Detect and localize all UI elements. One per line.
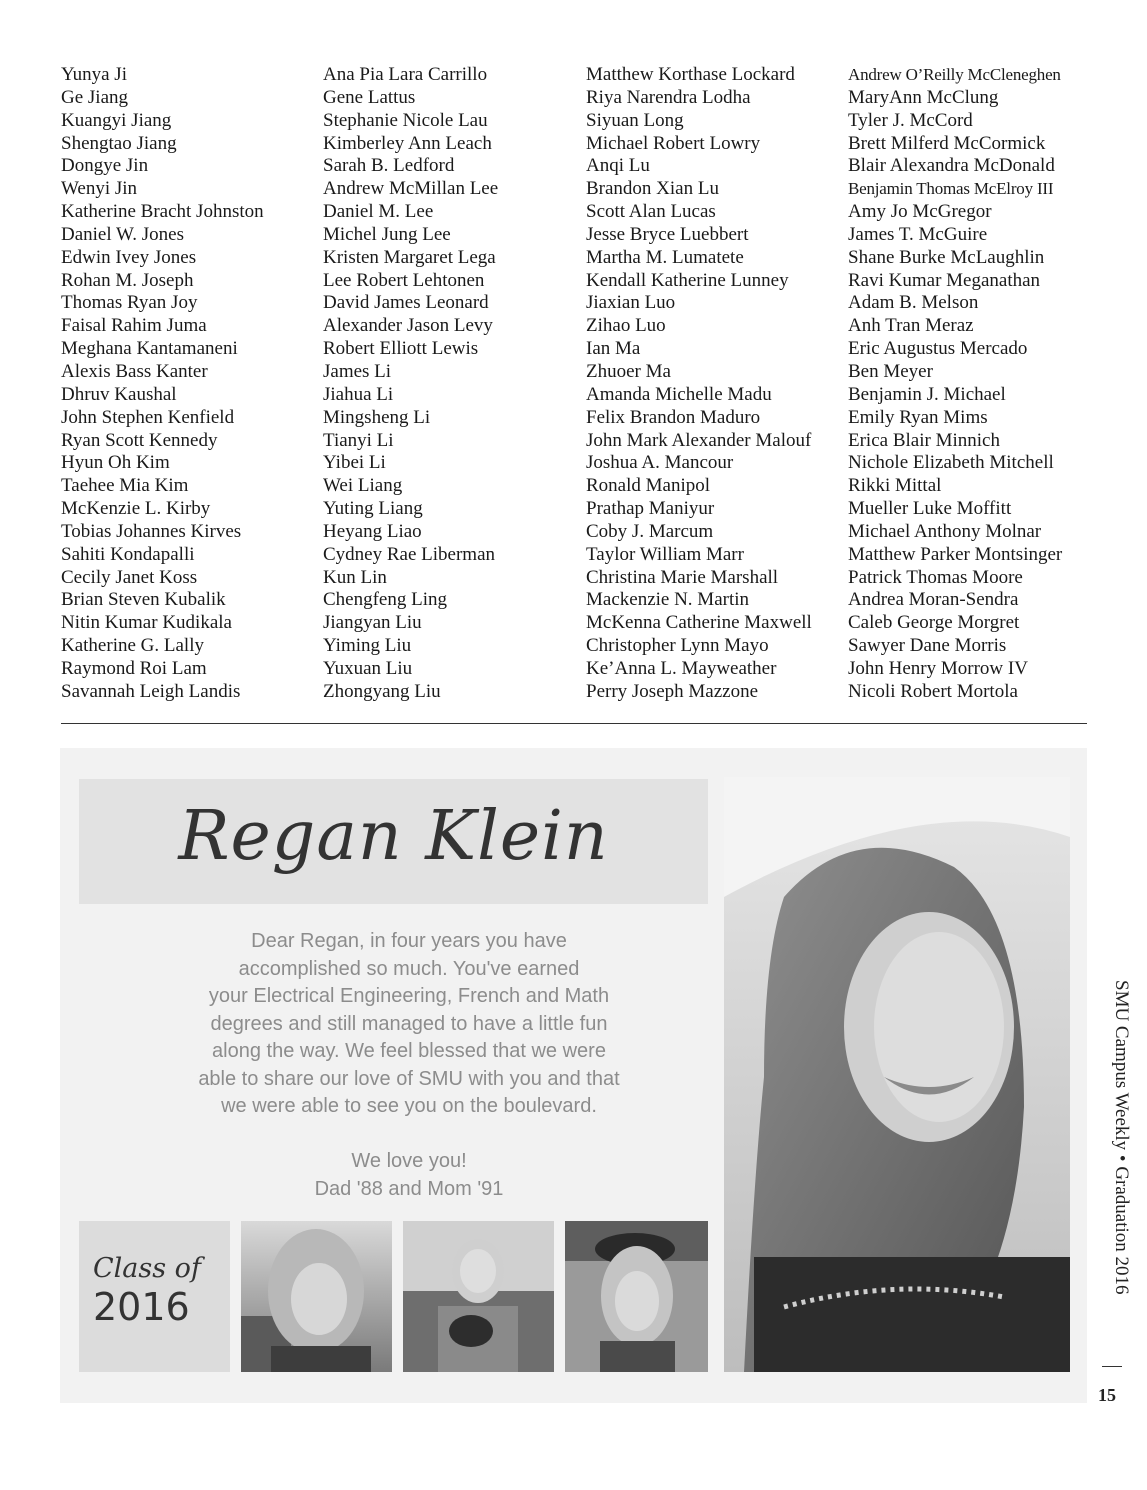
text-line: Dear Regan, in four years you have bbox=[251, 930, 567, 952]
graduate-name: Katherine Bracht Johnston bbox=[61, 201, 264, 223]
graduate-name: McKenna Catherine Maxwell bbox=[586, 612, 812, 634]
graduate-name: Coby J. Marcum bbox=[586, 520, 714, 542]
graduate-name: Andrew McMillan Lee bbox=[323, 178, 499, 200]
graduate-name: Ge Jiang bbox=[61, 86, 129, 108]
graduate-name: Ana Pia Lara Carrillo bbox=[323, 64, 488, 85]
text-line: we were able to see you on the boulevard. bbox=[221, 1095, 597, 1117]
graduate-name: McKenzie L. Kirby bbox=[61, 498, 211, 520]
text-line: accomplished so much. You've earned bbox=[238, 957, 580, 980]
tribute-message bbox=[120, 928, 698, 1121]
text-line: degrees and still managed to have a little fun bbox=[210, 1012, 608, 1035]
graduate-name: Mingsheng Li bbox=[323, 406, 431, 428]
tribute-title: Regan Klein bbox=[178, 797, 609, 876]
side-divider bbox=[1102, 1366, 1122, 1367]
photo-smiling-outdoors bbox=[241, 1221, 392, 1372]
graduate-name: Dhruv Kaushal bbox=[61, 383, 177, 405]
graduate-name: Daniel M. Lee bbox=[323, 201, 434, 223]
graduate-name: Kristen Margaret Lega bbox=[323, 246, 496, 268]
graduate-name: Amy Jo McGregor bbox=[848, 201, 992, 223]
graduate-name: Prathap Maniyur bbox=[586, 498, 715, 520]
graduate-name: Matthew Korthase Lockard bbox=[586, 64, 795, 85]
graduate-name: Caleb George Morgret bbox=[848, 612, 1020, 634]
graduate-name: Alexander Jason Levy bbox=[323, 315, 493, 337]
graduate-name: Cecily Janet Koss bbox=[61, 566, 198, 588]
graduate-name: Dongye Jin bbox=[61, 155, 149, 177]
graduate-name: Meghana Kantamaneni bbox=[61, 338, 238, 360]
tribute-signature bbox=[120, 1148, 698, 1203]
graduate-name: Andrew O’Reilly McCleneghen bbox=[848, 65, 1061, 84]
graduate-name: Hyun Oh Kim bbox=[61, 452, 170, 474]
text-line: Dad '88 and Mom '91 bbox=[314, 1177, 504, 1200]
graduate-name: Ke’Anna L. Mayweather bbox=[586, 657, 777, 679]
graduate-name: Jiaxian Luo bbox=[586, 292, 676, 314]
graduate-name: Raymond Roi Lam bbox=[61, 657, 207, 679]
graduate-name: Nichole Elizabeth Mitchell bbox=[848, 452, 1054, 474]
graduate-name: Brandon Xian Lu bbox=[586, 178, 719, 200]
graduate-name: Kun Lin bbox=[323, 566, 387, 588]
page-number: 15 bbox=[1098, 1385, 1116, 1405]
graduate-name: Rikki Mittal bbox=[848, 475, 942, 497]
graduate-name: Benjamin Thomas McElroy III bbox=[848, 179, 1054, 199]
class-year: 2016 bbox=[93, 1285, 190, 1329]
name-column-4 bbox=[848, 64, 1062, 704]
graduate-name: Erica Blair Minnich bbox=[848, 429, 1000, 451]
graduate-name: Yiming Liu bbox=[323, 635, 412, 657]
graduate-name: Jesse Bryce Luebbert bbox=[586, 223, 749, 245]
graduate-name: Ryan Scott Kennedy bbox=[61, 429, 218, 451]
graduate-name: Sarah B. Ledford bbox=[323, 155, 455, 177]
graduate-name: Faisal Rahim Juma bbox=[61, 315, 207, 337]
graduate-name: Michael Robert Lowry bbox=[586, 132, 761, 154]
graduate-name: Nitin Kumar Kudikala bbox=[61, 612, 232, 634]
graduate-name: Stephanie Nicole Lau bbox=[323, 109, 488, 131]
name-column-3 bbox=[586, 64, 812, 704]
graduate-name: Sawyer Dane Morris bbox=[848, 635, 1007, 657]
graduate-name: Zihao Luo bbox=[586, 315, 666, 337]
graduate-name: Adam B. Melson bbox=[848, 292, 979, 314]
graduate-name: Tobias Johannes Kirves bbox=[61, 520, 242, 542]
photo-with-beret bbox=[565, 1221, 708, 1372]
graduate-name: Felix Brandon Maduro bbox=[586, 406, 761, 428]
graduate-name: Heyang Liao bbox=[323, 520, 422, 542]
graduate-name: Matthew Parker Montsinger bbox=[848, 543, 1063, 565]
graduate-name: Thomas Ryan Joy bbox=[61, 292, 198, 314]
graduate-name: MaryAnn McClung bbox=[848, 86, 999, 108]
graduate-name: Michel Jung Lee bbox=[323, 223, 451, 245]
graduate-name: Ronald Manipol bbox=[586, 475, 711, 497]
graduate-name: Brian Steven Kubalik bbox=[61, 589, 226, 611]
name-column-1 bbox=[61, 64, 264, 704]
divider-rule bbox=[61, 723, 1087, 724]
text-line: along the way. We feel blessed that we were bbox=[212, 1040, 606, 1062]
graduate-name: Michael Anthony Molnar bbox=[848, 520, 1042, 542]
graduate-name: Christina Marie Marshall bbox=[586, 566, 779, 588]
graduate-name: Benjamin J. Michael bbox=[848, 383, 1006, 405]
graduate-name: Savannah Leigh Landis bbox=[61, 680, 241, 702]
portrait-photo bbox=[724, 777, 1070, 1372]
graduate-name: Ben Meyer bbox=[848, 360, 933, 382]
graduate-name: James T. McGuire bbox=[848, 223, 988, 245]
publication-side-label: SMU Campus Weekly • Graduation 2016 bbox=[1111, 980, 1132, 1295]
graduate-name: Mackenzie N. Martin bbox=[586, 589, 750, 611]
graduate-name: Tianyi Li bbox=[323, 429, 394, 451]
graduate-name: Siyuan Long bbox=[586, 109, 684, 131]
graduate-name: Scott Alan Lucas bbox=[586, 201, 716, 223]
graduate-name: Zhongyang Liu bbox=[323, 680, 441, 702]
graduate-name: Rohan M. Joseph bbox=[61, 269, 194, 291]
graduate-name: Amanda Michelle Madu bbox=[586, 383, 772, 405]
graduate-name: Riya Narendra Lodha bbox=[586, 86, 751, 108]
graduate-name: John Henry Morrow IV bbox=[848, 657, 1028, 679]
graduate-name: Wei Liang bbox=[323, 475, 403, 497]
graduate-name: Nicoli Robert Mortola bbox=[848, 680, 1018, 702]
graduate-name: Zhuoer Ma bbox=[586, 360, 671, 382]
graduate-name: Katherine G. Lally bbox=[61, 635, 204, 657]
graduate-name: Ian Ma bbox=[586, 338, 641, 360]
graduate-name: Perry Joseph Mazzone bbox=[586, 680, 759, 702]
graduate-name: Andrea Moran-Sendra bbox=[848, 589, 1019, 611]
graduate-name: Anqi Lu bbox=[586, 155, 650, 177]
class-of-badge bbox=[79, 1221, 230, 1372]
graduate-name: Gene Lattus bbox=[323, 86, 416, 108]
class-of-label: Class of bbox=[93, 1253, 201, 1284]
graduate-name: Cydney Rae Liberman bbox=[323, 543, 496, 565]
text-line: We love you! bbox=[351, 1150, 467, 1172]
graduate-name: Daniel W. Jones bbox=[61, 223, 184, 245]
graduate-name: Edwin Ivey Jones bbox=[61, 246, 197, 268]
graduate-name: Lee Robert Lehtonen bbox=[323, 269, 485, 291]
graduate-name: Joshua A. Mancour bbox=[586, 452, 734, 474]
tribute-title-banner bbox=[79, 779, 708, 904]
graduate-name: Mueller Luke Moffitt bbox=[848, 498, 1012, 520]
graduate-name: Chengfeng Ling bbox=[323, 589, 448, 611]
graduate-name: Yuting Liang bbox=[323, 498, 423, 520]
graduate-name: John Mark Alexander Malouf bbox=[586, 429, 812, 451]
graduate-name: Jiangyan Liu bbox=[323, 612, 422, 634]
graduate-name: John Stephen Kenfield bbox=[61, 406, 235, 428]
graduate-name: Wenyi Jin bbox=[61, 178, 138, 200]
graduate-name-list bbox=[61, 64, 1091, 712]
graduate-name: Christopher Lynn Mayo bbox=[586, 635, 769, 657]
graduate-name: Sahiti Kondapalli bbox=[61, 543, 195, 565]
graduate-name: Alexis Bass Kanter bbox=[61, 360, 208, 382]
graduate-name: Blair Alexandra McDonald bbox=[848, 155, 1055, 177]
graduate-name: Yunya Ji bbox=[61, 64, 127, 85]
graduate-name: Eric Augustus Mercado bbox=[848, 338, 1028, 360]
graduate-name: Kuangyi Jiang bbox=[61, 109, 172, 131]
graduate-name: Yuxuan Liu bbox=[323, 657, 413, 679]
graduate-name: Taehee Mia Kim bbox=[61, 475, 189, 497]
graduate-name: Taylor William Marr bbox=[586, 543, 744, 565]
graduate-name: James Li bbox=[323, 360, 392, 382]
graduate-name: Kendall Katherine Lunney bbox=[586, 269, 789, 291]
photo-with-dog bbox=[403, 1221, 554, 1372]
text-line: your Electrical Engineering, French and Math bbox=[208, 985, 610, 1007]
graduate-name: Ravi Kumar Meganathan bbox=[848, 269, 1041, 291]
graduate-name: Yibei Li bbox=[323, 452, 386, 474]
graduate-name: David James Leonard bbox=[323, 292, 489, 314]
graduate-name: Brett Milferd McCormick bbox=[848, 132, 1046, 154]
graduate-name: Anh Tran Meraz bbox=[848, 315, 974, 337]
graduate-name: Shengtao Jiang bbox=[61, 132, 177, 154]
text-line: able to share our love of SMU with you and that bbox=[198, 1067, 620, 1090]
graduate-name: Shane Burke McLaughlin bbox=[848, 246, 1045, 268]
name-column-2 bbox=[323, 64, 498, 704]
graduate-name: Kimberley Ann Leach bbox=[323, 132, 492, 154]
graduate-name: Emily Ryan Mims bbox=[848, 406, 988, 428]
graduate-name: Patrick Thomas Moore bbox=[848, 566, 1023, 588]
graduate-name: Robert Elliott Lewis bbox=[323, 338, 479, 360]
graduate-name: Jiahua Li bbox=[323, 383, 394, 405]
graduate-name: Martha M. Lumatete bbox=[586, 246, 744, 268]
graduate-name: Tyler J. McCord bbox=[848, 109, 973, 131]
